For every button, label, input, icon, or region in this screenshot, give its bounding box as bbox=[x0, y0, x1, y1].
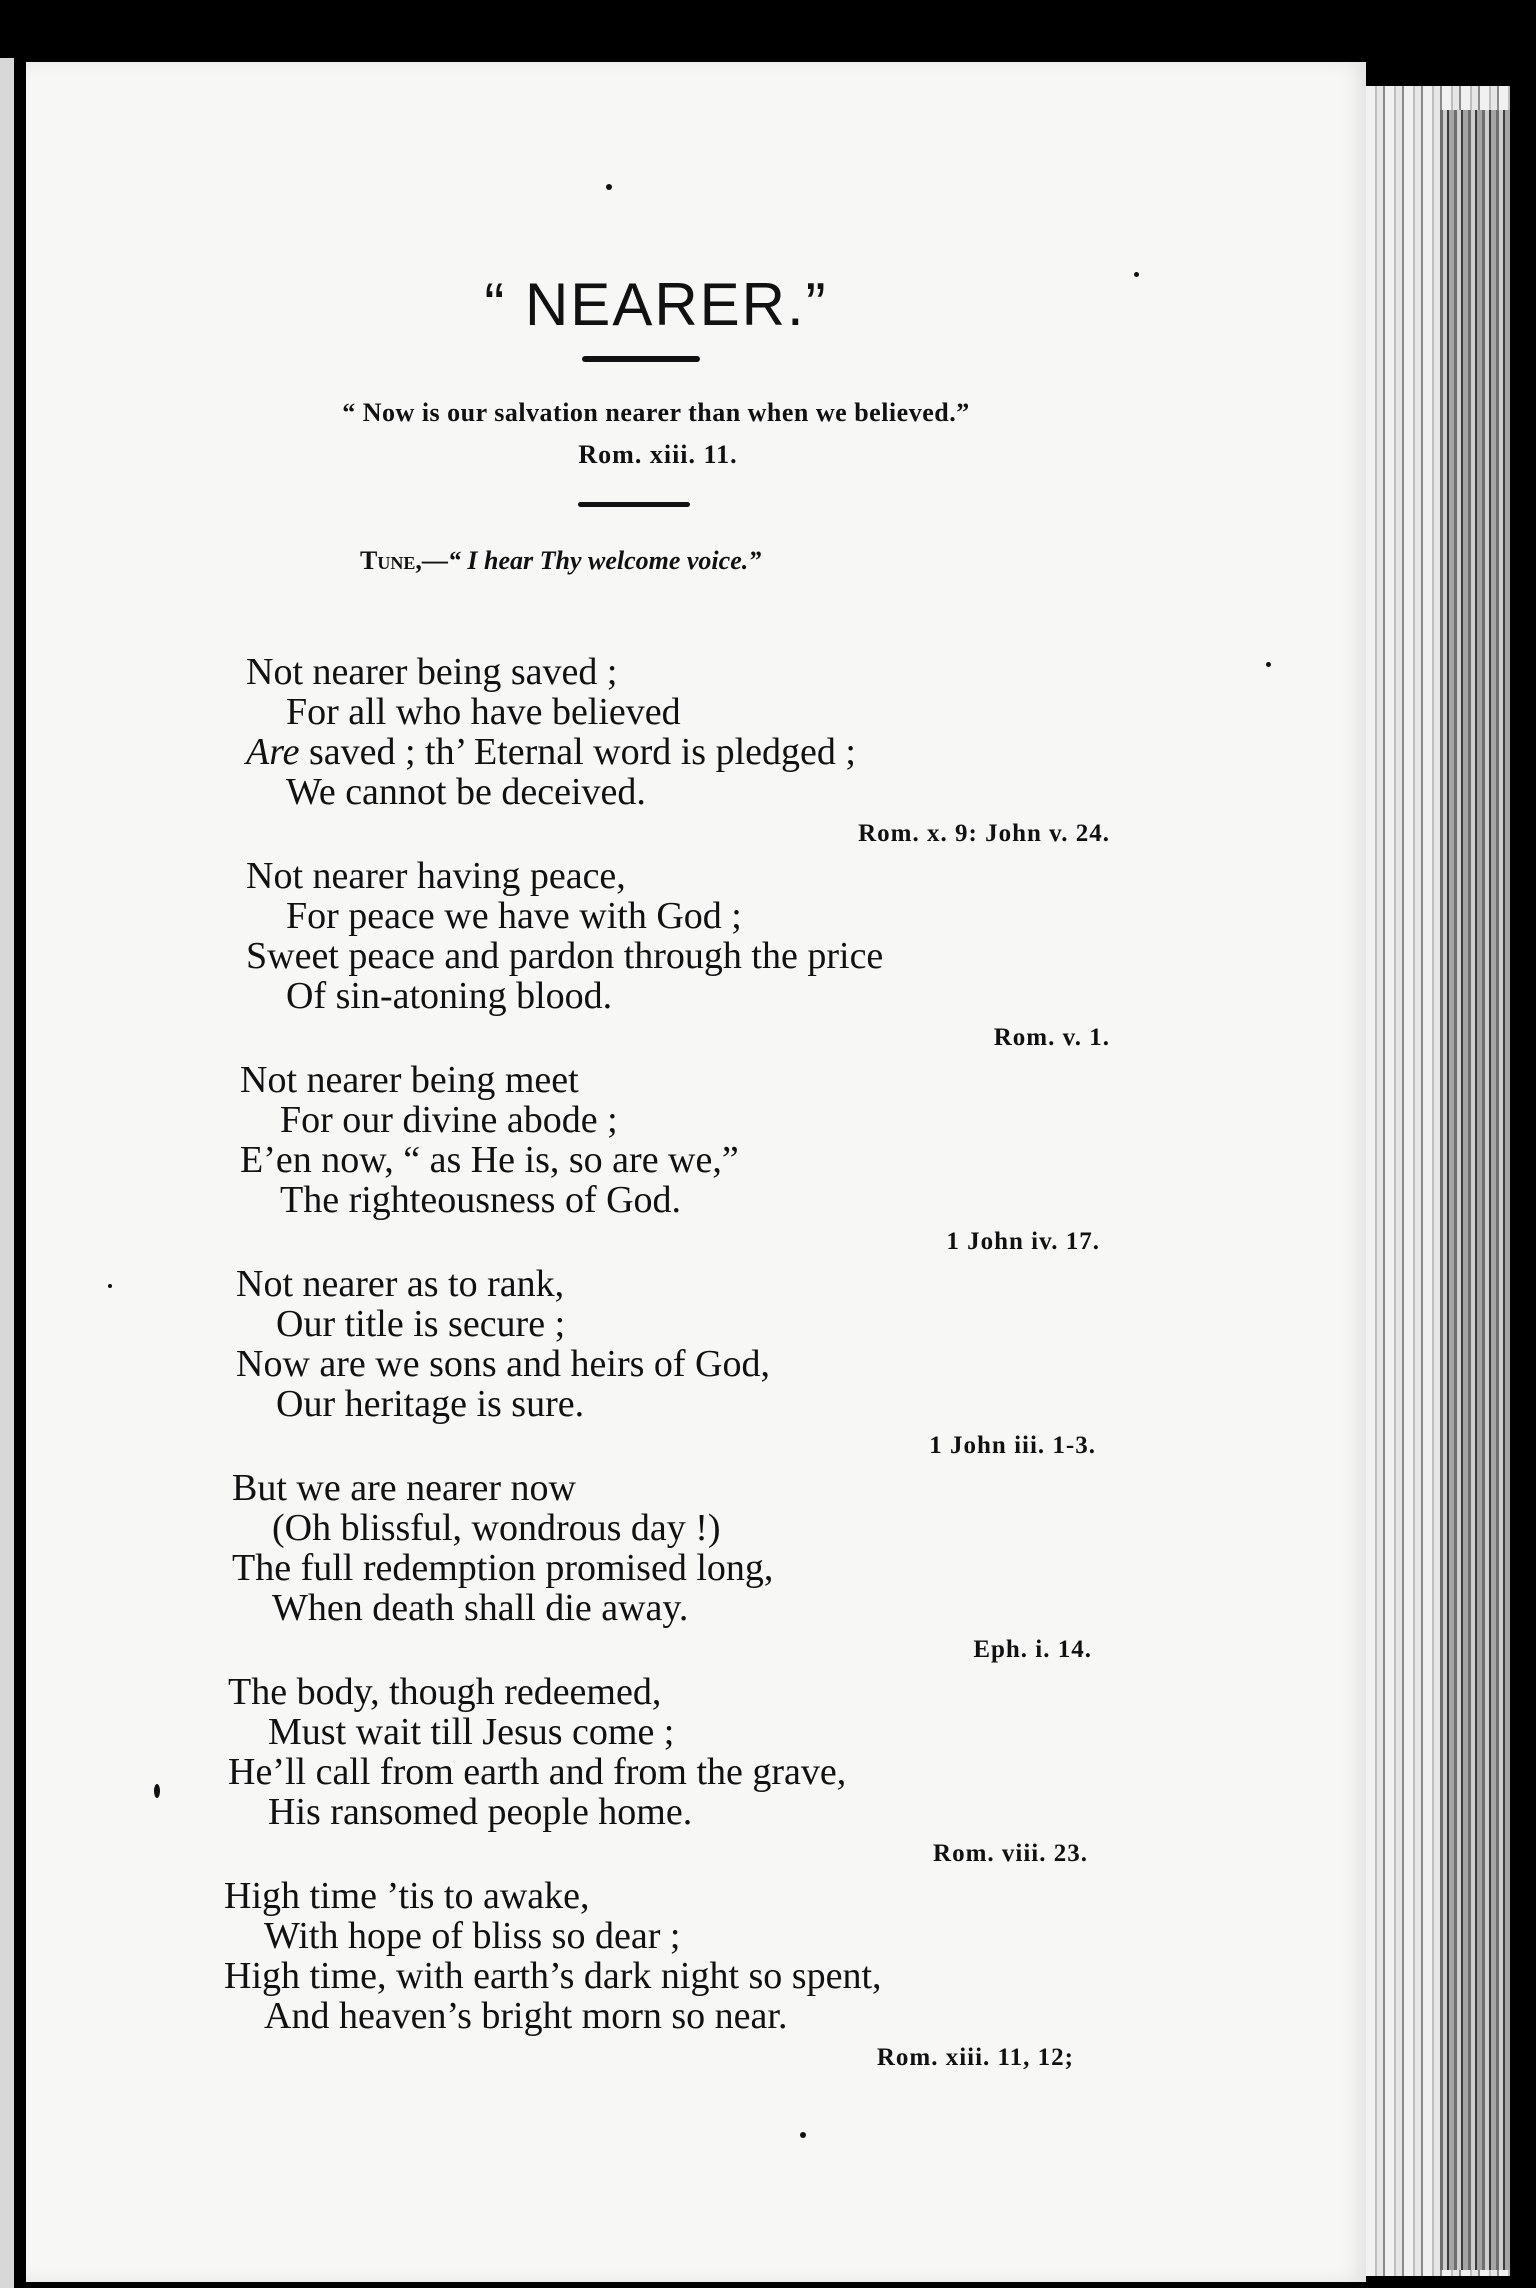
poem-line: Not nearer as to rank, bbox=[236, 1263, 565, 1305]
epigraph-quote: “ Now is our salvation nearer than when we believed.” bbox=[342, 398, 970, 427]
poem-line: (Oh blissful, wondrous day !) bbox=[272, 1507, 721, 1549]
scripture-reference: 1 John iv. 17. bbox=[946, 1228, 1100, 1255]
poem-line: For our divine abode ; bbox=[280, 1099, 618, 1141]
stanza bbox=[228, 1672, 1088, 1876]
poem-line: The full redemption promised long, bbox=[232, 1547, 774, 1589]
stanza bbox=[224, 1876, 1084, 2080]
title-rule bbox=[582, 356, 700, 362]
book-page bbox=[26, 62, 1366, 2282]
ink-speck bbox=[154, 1784, 160, 1798]
poem-line bbox=[246, 732, 1106, 772]
stanza bbox=[246, 651, 1110, 856]
ink-speck bbox=[1266, 662, 1271, 667]
poem-line: He’ll call from earth and from the grave, bbox=[228, 1751, 847, 1793]
tune-label: Tune,— bbox=[360, 546, 448, 575]
scripture-reference: Rom. viii. 23. bbox=[933, 1840, 1088, 1867]
poem-line: For all who have believed bbox=[286, 691, 681, 733]
ink-speck bbox=[800, 2132, 806, 2138]
scripture-reference: Eph. i. 14. bbox=[973, 1636, 1092, 1663]
ink-speck bbox=[108, 1284, 112, 1288]
tune-name: “ I hear Thy welcome voice.” bbox=[447, 546, 762, 575]
poem-line: Not nearer being saved ; bbox=[246, 651, 618, 693]
page-edge-shadow bbox=[1440, 110, 1510, 2270]
poem bbox=[224, 651, 1110, 2080]
poem-line: Of sin-atoning blood. bbox=[286, 975, 613, 1017]
poem-line: We cannot be deceived. bbox=[286, 771, 646, 813]
poem-line: Our heritage is sure. bbox=[276, 1383, 585, 1425]
emphasis-word: Are bbox=[246, 731, 300, 773]
scripture-reference: Rom. xiii. 11, 12; bbox=[876, 2044, 1074, 2071]
poem-line: High time, with earth’s dark night so spent, bbox=[224, 1955, 882, 1997]
poem-line: High time ’tis to awake, bbox=[224, 1875, 590, 1917]
scripture-reference: Rom. v. 1. bbox=[993, 1024, 1110, 1051]
poem-line: Not nearer having peace, bbox=[246, 855, 626, 897]
poem-line: E’en now, “ as He is, so are we,” bbox=[240, 1139, 739, 1181]
tune-line bbox=[360, 546, 761, 576]
stanza bbox=[236, 1264, 1096, 1468]
scripture-reference: 1 John iii. 1-3. bbox=[929, 1432, 1096, 1459]
stanza bbox=[240, 1060, 1100, 1264]
epigraph-rule bbox=[578, 502, 690, 507]
left-page-edge bbox=[0, 58, 14, 2288]
poem-line: The righteousness of God. bbox=[280, 1179, 682, 1221]
stanza bbox=[246, 855, 1110, 1060]
poem-line: The body, though redeemed, bbox=[228, 1671, 662, 1713]
poem-line-text: saved ; th’ Eternal word is pledged ; bbox=[308, 731, 856, 773]
poem-line: With hope of bliss so dear ; bbox=[264, 1915, 681, 1957]
epigraph-reference: Rom. xiii. 11. bbox=[578, 440, 738, 469]
scripture-reference: Rom. x. 9: John v. 24. bbox=[858, 820, 1110, 847]
poem-line: Not nearer being meet bbox=[240, 1059, 579, 1101]
poem-line: Sweet peace and pardon through the price bbox=[246, 935, 884, 977]
poem-line: And heaven’s bright morn so near. bbox=[264, 1995, 788, 2037]
hymn-title: “ NEARER.” bbox=[484, 271, 828, 338]
stanza bbox=[232, 1468, 1092, 1672]
poem-line: When death shall die away. bbox=[272, 1587, 689, 1629]
poem-line: Must wait till Jesus come ; bbox=[268, 1711, 675, 1753]
poem-line: But we are nearer now bbox=[232, 1467, 576, 1509]
poem-line: For peace we have with God ; bbox=[286, 895, 742, 937]
poem-line: Our title is secure ; bbox=[276, 1303, 566, 1345]
poem-line: Now are we sons and heirs of God, bbox=[236, 1343, 770, 1385]
poem-line: His ransomed people home. bbox=[268, 1791, 693, 1833]
ink-speck bbox=[606, 184, 612, 190]
ink-speck bbox=[1134, 272, 1139, 277]
